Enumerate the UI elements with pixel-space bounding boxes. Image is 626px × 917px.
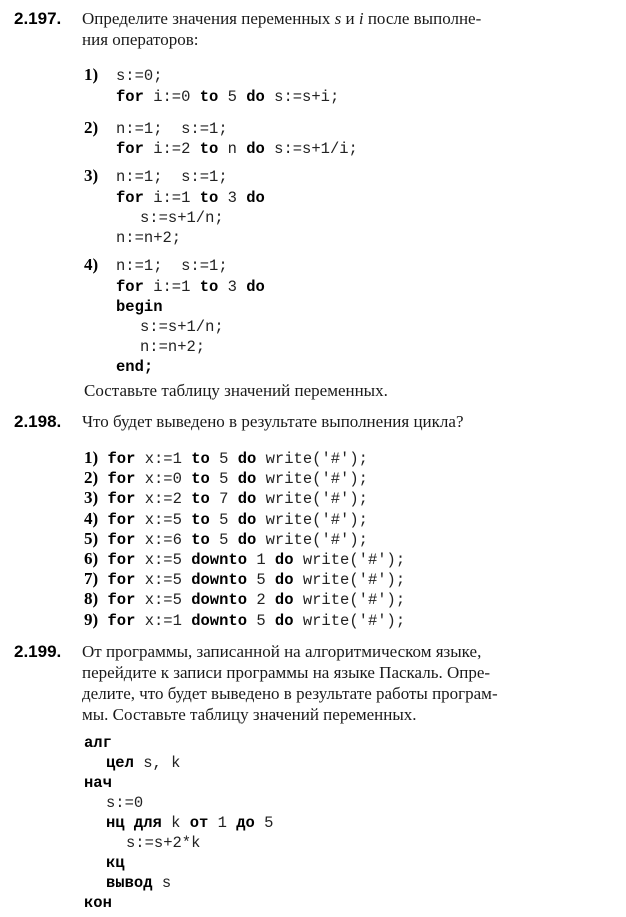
code-line: s:=s+1/n; xyxy=(140,318,224,336)
code-line: end; xyxy=(116,358,154,376)
item-number: 7) xyxy=(84,569,99,589)
code-line: цел s, k xyxy=(106,754,181,772)
item-number: 1) xyxy=(84,65,99,84)
loop-item: 1) for x:=1 to 5 do write('#'); xyxy=(84,448,368,468)
code-line: n:=1; s:=1; xyxy=(116,168,228,186)
code-line: s:=0; xyxy=(116,67,163,85)
code-line: кц xyxy=(106,854,125,872)
code-line: нач xyxy=(84,774,112,792)
loop-item: 7) for x:=5 downto 5 do write('#'); xyxy=(84,569,406,590)
question-text: От программы, записанной на алгоритмическом языке, xyxy=(82,642,482,661)
loop-item: 2) for x:=0 to 5 do write('#'); xyxy=(84,468,368,489)
task-number: 2.198. xyxy=(14,412,62,431)
question-text: делите, что будет выведено в результате работы програм- xyxy=(82,684,498,703)
task-question: Что будет выведено в результате выполнения цикла? xyxy=(82,412,464,431)
loop-item: 8) for x:=5 downto 2 do write('#'); xyxy=(84,589,406,610)
variable-s: s xyxy=(334,9,342,28)
task-number: 2.197. xyxy=(14,9,62,28)
code-line: s:=s+1/n; xyxy=(140,209,224,227)
code-line: for i:=1 to 3 do xyxy=(116,189,265,207)
item-number: 2) xyxy=(84,118,99,137)
question-text: перейдите к записи программы на языке Паскаль. Опре- xyxy=(82,663,491,682)
item-number: 4) xyxy=(84,255,99,274)
item-number: 2) xyxy=(84,468,99,488)
task-number: 2.199. xyxy=(14,642,62,661)
item-number: 4) xyxy=(84,508,99,528)
variable-i: i xyxy=(358,9,364,28)
item-number: 6) xyxy=(84,549,99,568)
item-number: 9) xyxy=(84,609,99,629)
item-number: 5) xyxy=(84,528,99,548)
question-text: и xyxy=(341,9,359,28)
code-line: нц для k от 1 до 5 xyxy=(106,814,274,832)
code-line: for i:=2 to n do s:=s+1/i; xyxy=(116,140,358,158)
code-line: n:=1; s:=1; xyxy=(116,257,228,275)
code-line: n:=1; s:=1; xyxy=(116,120,228,138)
loop-item: 9) for x:=1 downto 5 do write('#'); xyxy=(84,609,406,630)
code-line: алг xyxy=(84,734,112,752)
item-number: 1) xyxy=(84,448,99,467)
item-number: 8) xyxy=(84,589,99,609)
code-line: s:=0 xyxy=(106,794,144,812)
code-line: кон xyxy=(84,894,112,912)
code-line: вывод s xyxy=(106,874,172,892)
item-number: 3) xyxy=(84,166,99,185)
code-line: n:=n+2; xyxy=(116,229,182,247)
question-text: Определите значения переменных xyxy=(82,9,335,28)
loop-item: 3) for x:=2 to 7 do write('#'); xyxy=(84,488,368,509)
task-footer-text: Составьте таблицу значений переменных. xyxy=(84,381,388,400)
loop-item: 5) for x:=6 to 5 do write('#'); xyxy=(84,528,368,549)
loop-item: 6) for x:=5 downto 1 do write('#'); xyxy=(84,549,406,569)
loop-item: 4) for x:=5 to 5 do write('#'); xyxy=(84,508,368,529)
code-line: for i:=0 to 5 do s:=s+i; xyxy=(116,88,340,106)
item-number: 3) xyxy=(84,488,99,508)
code-line: for i:=1 to 3 do xyxy=(116,278,265,296)
code-line: s:=s+2*k xyxy=(126,834,201,852)
code-line: begin xyxy=(116,298,163,316)
question-text: ния операторов: xyxy=(82,30,199,49)
code-line: n:=n+2; xyxy=(140,338,206,356)
question-text: после выполне- xyxy=(363,9,482,28)
question-text: мы. Составьте таблицу значений переменных. xyxy=(82,705,417,724)
